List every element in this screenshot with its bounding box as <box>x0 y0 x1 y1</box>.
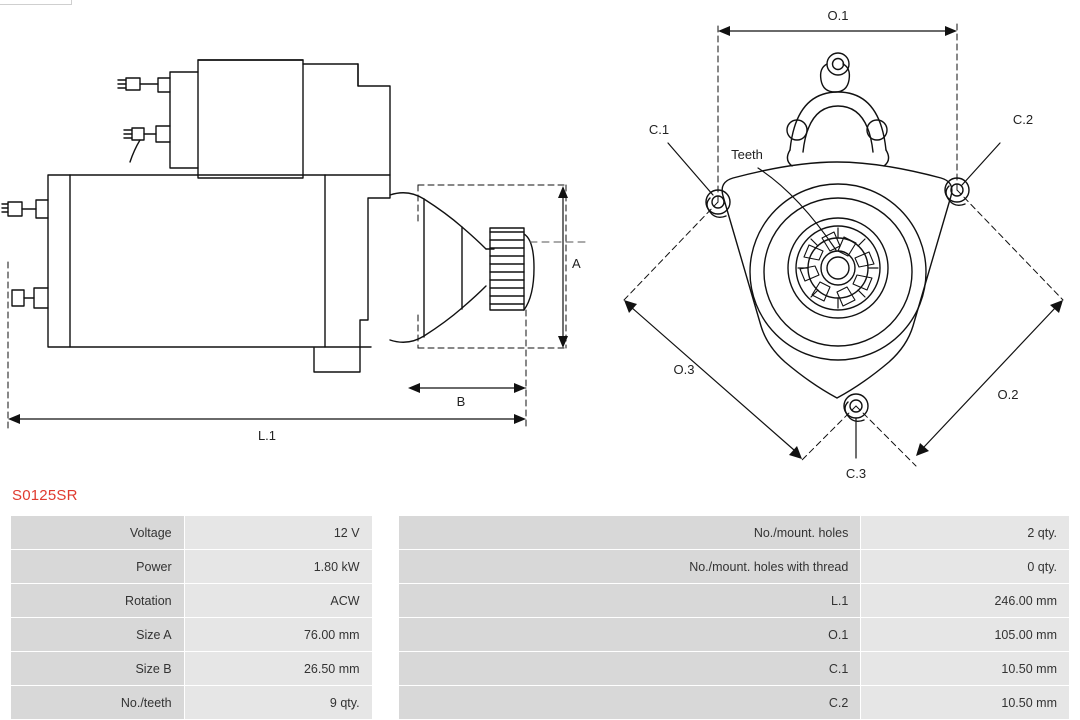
specifications-table <box>10 515 1070 720</box>
spec-label: Voltage <box>11 516 185 550</box>
starter-front-view <box>706 53 969 421</box>
dimension-o3 <box>624 300 802 459</box>
dim-label-c2: C.2 <box>1012 112 1034 127</box>
spec-value: 9 qty. <box>184 686 372 720</box>
spec-value: ACW <box>184 584 372 618</box>
spec-value: 26.50 mm <box>184 652 372 686</box>
column-spacer <box>372 652 399 686</box>
spec-value-2: 10.50 mm <box>861 686 1070 720</box>
dimension-a <box>558 186 581 348</box>
column-spacer <box>372 618 399 652</box>
spec-label-2: C.2 <box>399 686 861 720</box>
table-row <box>11 652 1070 686</box>
spec-value-2: 10.50 mm <box>861 652 1070 686</box>
spec-label: Rotation <box>11 584 185 618</box>
dim-label-l1: L.1 <box>257 428 277 443</box>
specifications-body <box>11 516 1070 720</box>
spec-label: No./teeth <box>11 686 185 720</box>
dim-label-c1: C.1 <box>648 122 670 137</box>
spec-value-2: 105.00 mm <box>861 618 1070 652</box>
dim-label-c3: C.3 <box>845 466 867 480</box>
spec-value-2: 246.00 mm <box>861 584 1070 618</box>
spec-label-2: No./mount. holes <box>399 516 861 550</box>
dimension-o1 <box>718 8 957 36</box>
spec-value: 12 V <box>184 516 372 550</box>
dim-label-teeth: Teeth <box>731 147 763 162</box>
spec-label-2: C.1 <box>399 652 861 686</box>
spec-label-2: No./mount. holes with thread <box>399 550 861 584</box>
spec-label: Size A <box>11 618 185 652</box>
dim-label-o2: O.2 <box>997 387 1019 402</box>
table-row <box>11 686 1070 720</box>
table-row <box>11 516 1070 550</box>
spec-value: 1.80 kW <box>184 550 372 584</box>
dimension-l1 <box>8 414 526 443</box>
column-spacer <box>372 516 399 550</box>
column-spacer <box>372 686 399 720</box>
spec-label: Size B <box>11 652 185 686</box>
column-spacer <box>372 584 399 618</box>
dim-label-o1: O.1 <box>827 8 849 23</box>
part-number: S0125SR <box>12 487 78 504</box>
dimension-b <box>408 383 526 409</box>
spec-label: Power <box>11 550 185 584</box>
dimension-o2 <box>916 300 1063 456</box>
dim-label-o3: O.3 <box>673 362 695 377</box>
table-row <box>11 550 1070 584</box>
spec-value-2: 0 qty. <box>861 550 1070 584</box>
spec-value: 76.00 mm <box>184 618 372 652</box>
spec-value-2: 2 qty. <box>861 516 1070 550</box>
table-row <box>11 618 1070 652</box>
table-row <box>11 584 1070 618</box>
column-spacer <box>372 550 399 584</box>
dim-label-b: B <box>456 394 466 409</box>
spec-label-2: O.1 <box>399 618 861 652</box>
dim-label-a: A <box>572 256 581 271</box>
starter-side-view <box>2 60 534 372</box>
spec-label-2: L.1 <box>399 584 861 618</box>
side-view-dimension-guides <box>8 185 566 430</box>
